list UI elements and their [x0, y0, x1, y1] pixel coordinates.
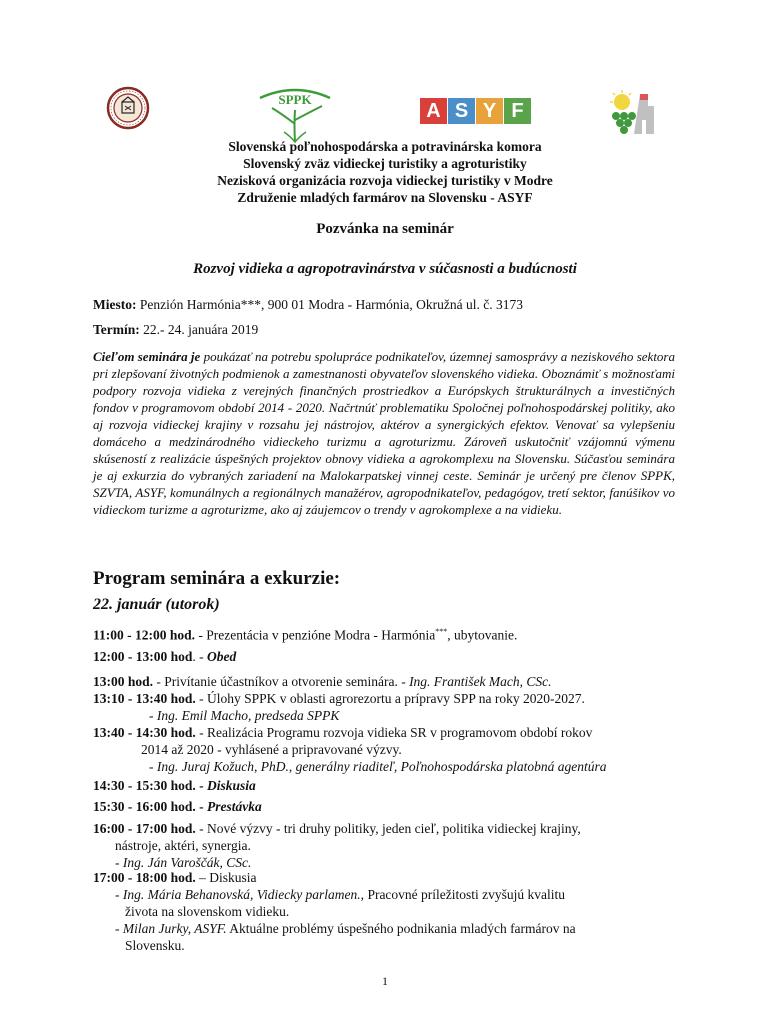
schedule-item [93, 798, 693, 815]
asyf-letter-s: S [448, 98, 475, 124]
schedule-text: - [195, 799, 208, 814]
schedule-time: 16:00 - 17:00 hod. [93, 821, 196, 836]
schedule-time: 13:10 - 13:40 hod. [93, 691, 196, 706]
schedule-time: 12:00 - 13:00 hod [93, 649, 193, 664]
speaker-name: - Ing. Juraj Kožuch, PhD., generálny riaditeľ, Poľnohospodárska platobná agentúra [149, 759, 607, 774]
page-number: 1 [382, 974, 388, 988]
schedule-text: - [195, 778, 208, 793]
schedule-time: 11:00 - 12:00 hod. [93, 627, 196, 643]
schedule-time: 13:40 - 14:30 hod. [93, 725, 196, 740]
day-heading: 22. január (utorok) [93, 596, 220, 613]
grape-sun-logo [604, 90, 660, 140]
chamber-seal-logo [106, 86, 150, 130]
place-label: Miesto: [93, 297, 137, 312]
schedule-item [93, 623, 693, 644]
star-rating: *** [435, 627, 448, 636]
date-value: 22.- 24. januára 2019 [139, 322, 259, 337]
place-value: Penzión Harmónia***, 900 01 Modra - Harmónia, Okružná ul. č. 3173 [136, 297, 524, 312]
schedule-text-continued: nástroje, aktéri, synergia. [115, 838, 251, 853]
asyf-logo [420, 98, 531, 124]
speaker-name: - Ing. Mária Behanovská, Vidiecky parlamen., [115, 887, 365, 902]
organizers-block [0, 138, 770, 206]
talk-title: Pracovné príležitosti zvyšujú kvalitu [364, 887, 566, 902]
seminar-subtitle: Rozvoj vidieka a agropotravinárstva v súčasnosti a budúcnosti [193, 261, 577, 277]
asyf-letter-a: A [420, 98, 447, 124]
schedule-text: - Prezentácia v penzióne Modra - Harmónia [195, 627, 436, 643]
asyf-letter-f: F [504, 98, 531, 124]
intro-lead: Cieľom seminára je [93, 349, 201, 364]
asyf-letter-y: Y [476, 98, 503, 124]
schedule-text: - Úlohy SPPK v oblasti agrorezortu a prípravy SPP na roky 2020-2027. [195, 691, 585, 706]
date-line [93, 322, 258, 338]
speaker-name: - Milan Jurky, ASYF. [115, 921, 227, 936]
program-heading: Program seminára a exkurzie: [93, 568, 341, 589]
schedule-text: - Nové výzvy - tri druhy politiky, jeden cieľ, politika vidieckej krajiny, [195, 821, 581, 836]
invitation-title: Pozvánka na seminár [316, 221, 454, 237]
intro-text: poukázať na potrebu spolupráce podnikateľov, územnej samosprávy a neziskového sektora pri zlepšovaní životných podmienok a zamestnanosti obyvateľov slovenského vidieka. Oboznámiť s možnosťami podpory rozvoja vidieka z verejných finančných prostriedkov a Európskych štrukturálnych a investičných fondov v programovom období 2014 - 2020. Načrtnúť problematiku Spoločnej poľnohospodárskej politiky, ako aj rozvoja vidieckej krajiny v rozsahu jej nástrojov, aktérov a synergických efektov. Venovať sa vylepšeniu domáceho a medzinárodného vidieckeho turizmu a agroturizmu. Zároveň uskutočniť vzájomnú výmenu skúseností z realizácie úspešných projektov obnovy vidieka a agrokomplexu na Slovensku. Súčasťou seminára je aj exkurzia do vybraných zariadení na Malokarpatskej vinnej ceste. Seminár je určený pre členov SPPK, SZVTA, ASYF, komunálnych a regionálnych manažérov, agropodnikateľov, pedagógov, tretí sektor, fanúšikov vo vidieckom turizme a agroturizme, ako aj záujemcov o trendy v agrokomplexe a na vidieku. [93, 349, 675, 517]
schedule-item [93, 820, 693, 871]
date-label: Termín: [93, 322, 140, 337]
schedule-item [93, 869, 693, 954]
talk-title-continued: Slovensku. [125, 938, 185, 953]
schedule-emphasis: Prestávka [207, 799, 262, 814]
schedule-text-tail: , ubytovanie. [447, 627, 518, 643]
schedule-text: – Diskusia [195, 870, 257, 885]
talk-title: Aktuálne problémy úspešného podnikania mladých farmárov na [226, 921, 576, 936]
talk-title-continued: života na slovenskom vidieku. [125, 904, 290, 919]
speaker-name: Ing. František Mach, CSc. [409, 674, 552, 689]
schedule-text-continued: 2014 až 2020 - vyhlásené a pripravované výzvy. [141, 742, 402, 757]
schedule-emphasis: Obed [207, 649, 237, 664]
schedule-time: 17:00 - 18:00 hod. [93, 870, 196, 885]
schedule-item [93, 690, 693, 724]
speaker-name: - Ing. Ján Varoščák, CSc. [115, 855, 252, 870]
schedule-time: 14:30 - 15:30 hod. [93, 778, 196, 793]
schedule-time: 13:00 hod. [93, 674, 154, 689]
logo-bar [0, 84, 770, 146]
schedule-item [93, 724, 693, 775]
schedule-item [93, 648, 693, 665]
schedule-item [93, 777, 693, 794]
organizer-line: Nezisková organizácia rozvoja vidieckej turistiky v Modre [217, 173, 553, 188]
schedule-text: - Privítanie účastníkov a otvorenie seminára. - [153, 674, 410, 689]
schedule-emphasis: Diskusia [207, 778, 256, 793]
organizer-line: Slovenský zväz vidieckej turistiky a agroturistiky [243, 156, 527, 171]
speaker-name: - Ing. Emil Macho, predseda SPPK [149, 708, 340, 723]
schedule-text: - Realizácia Programu rozvoja vidieka SR v programovom období rokov [195, 725, 593, 740]
schedule-time: 15:30 - 16:00 hod. [93, 799, 196, 814]
sppk-logo-text: SPPK [278, 92, 312, 107]
schedule-text: . - [192, 649, 208, 664]
schedule-item [93, 673, 693, 690]
place-line [93, 297, 523, 313]
sppk-logo [254, 84, 336, 144]
organizer-line: Združenie mladých farmárov na Slovensku - ASYF [237, 190, 533, 205]
organizer-line: Slovenská poľnohospodárska a potravinárska komora [228, 139, 542, 154]
intro-paragraph [93, 348, 675, 518]
